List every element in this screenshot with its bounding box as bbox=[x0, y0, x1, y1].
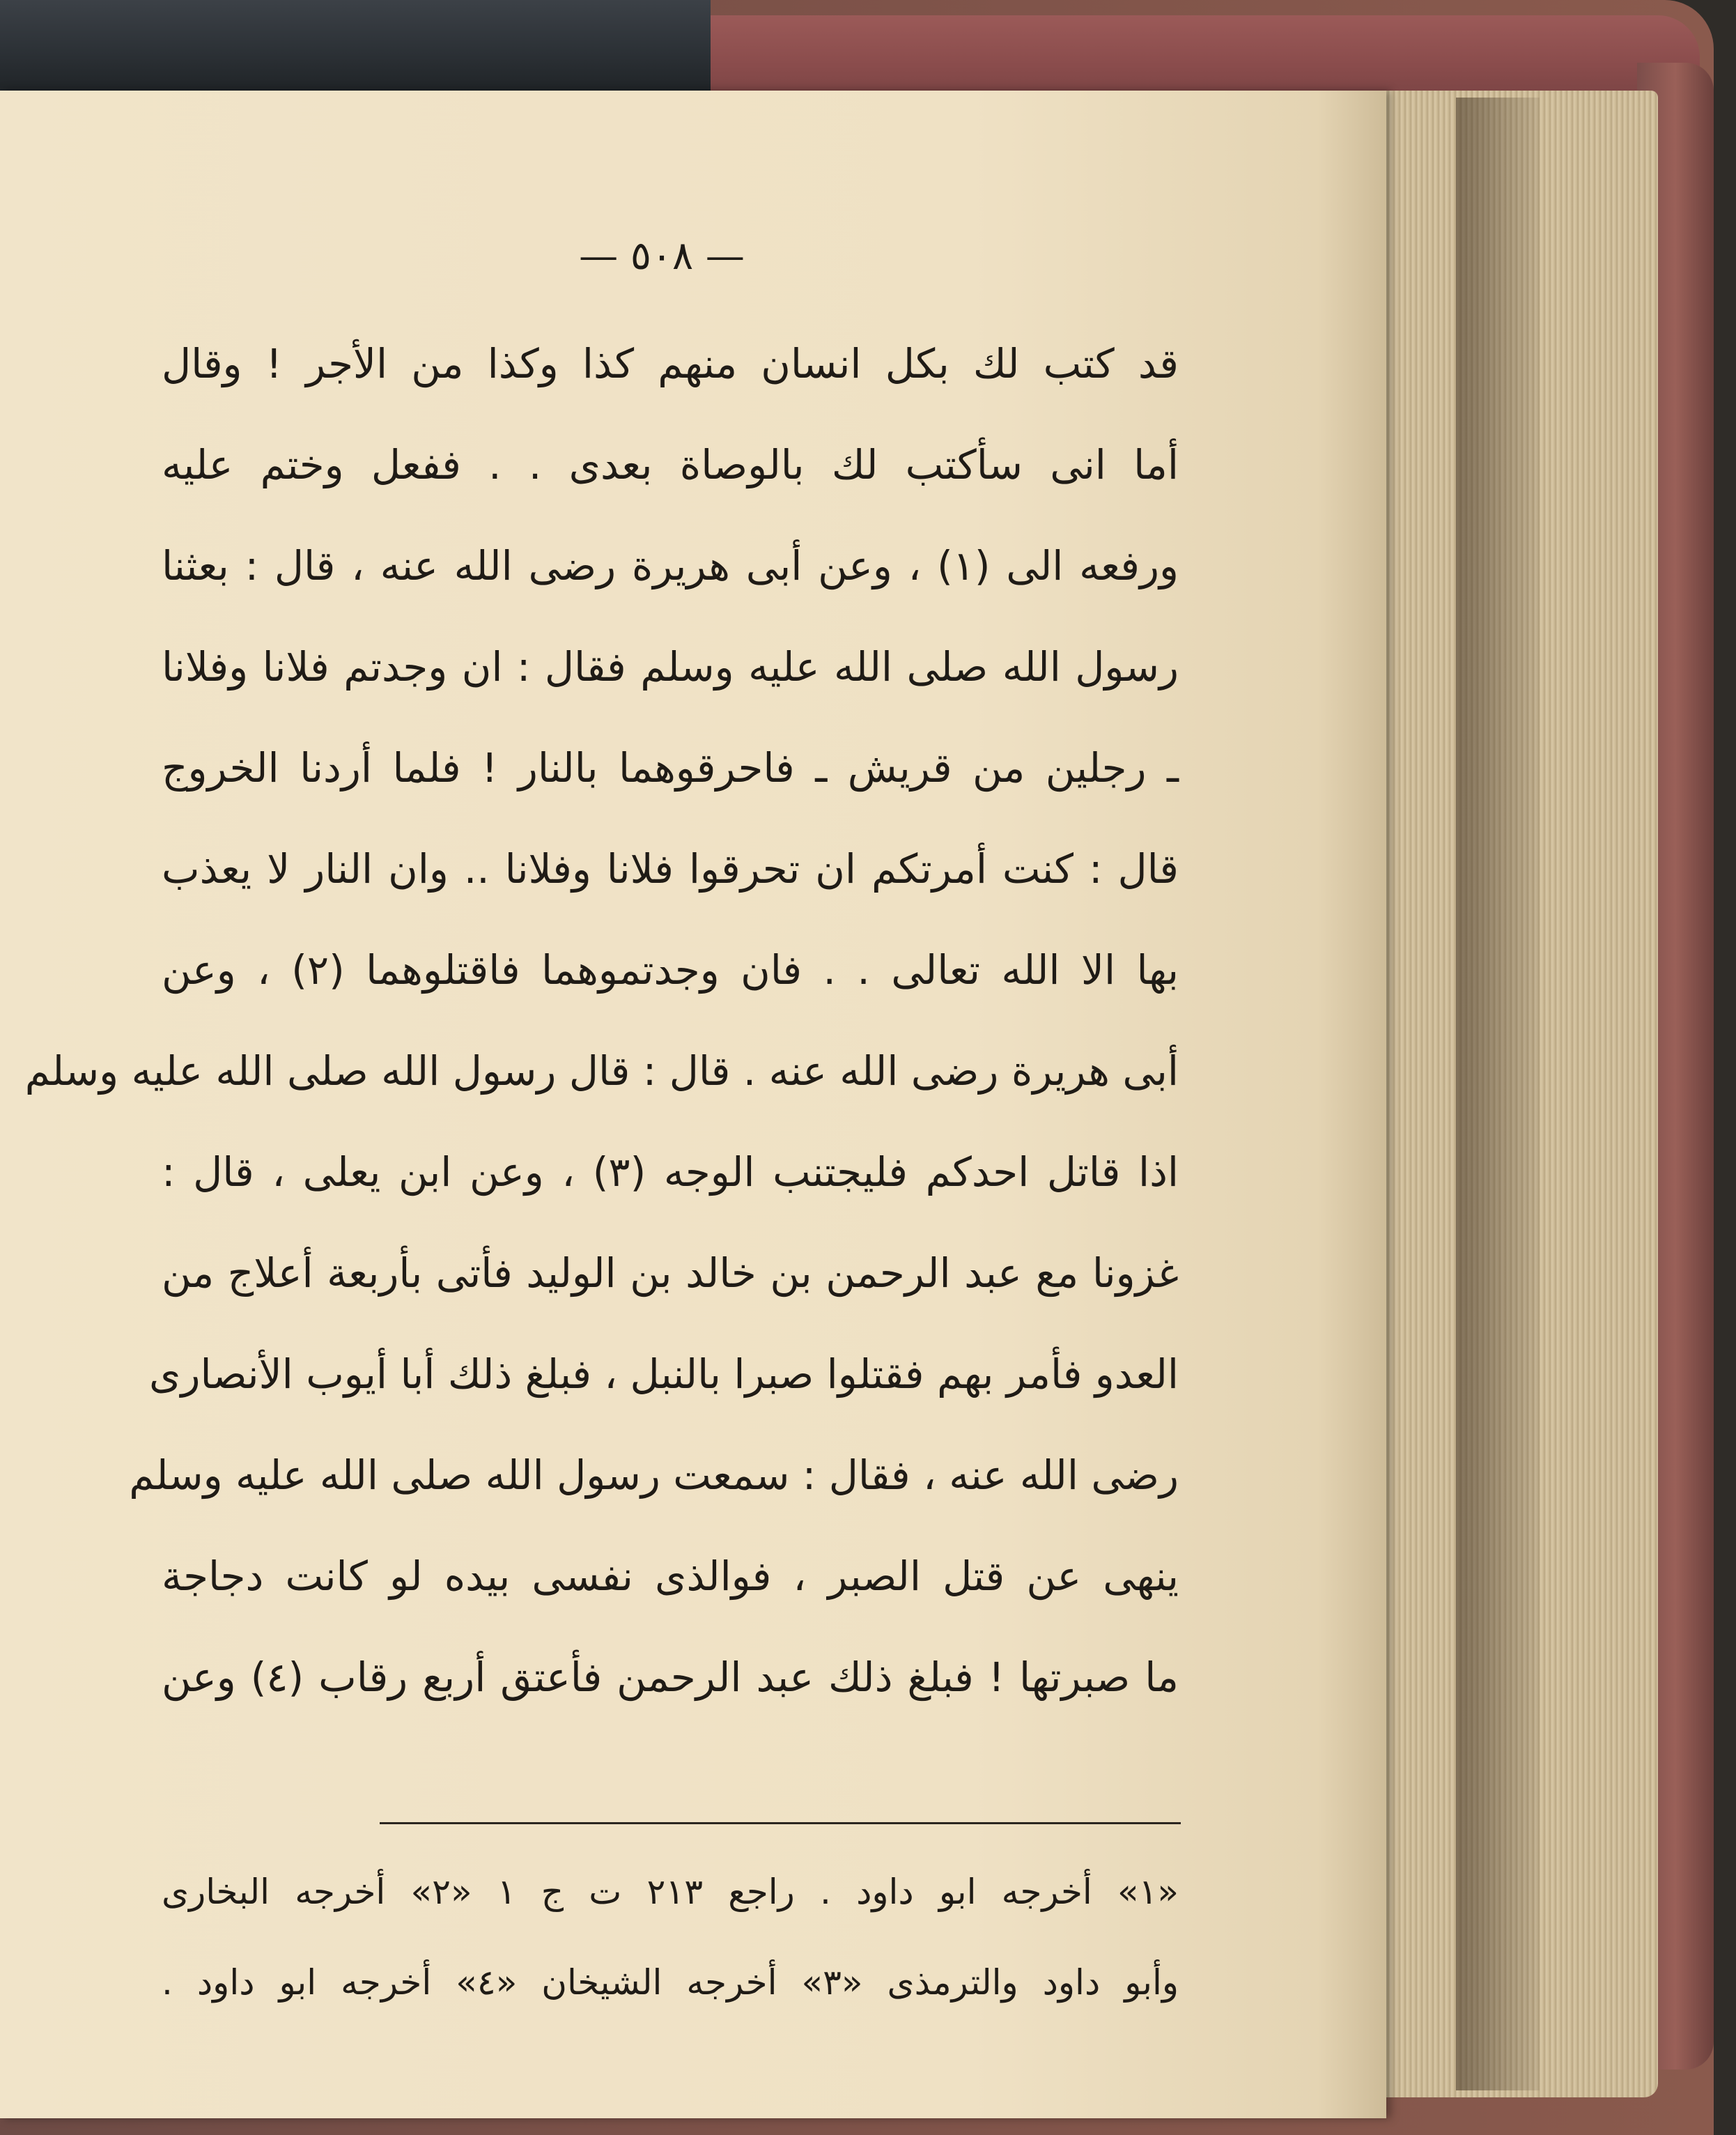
page-edges-shadow bbox=[1456, 98, 1540, 2090]
text-line: أما انى سأكتب لك بالوصاة بعدى . . ففعل وختم عليه bbox=[162, 441, 1179, 488]
spine-cloth bbox=[0, 0, 711, 94]
book-page bbox=[0, 91, 1386, 2118]
text-line: غزونا مع عبد الرحمن بن خالد بن الوليد فأتى بأربعة أعلاج من bbox=[162, 1249, 1179, 1297]
body-text bbox=[24, 314, 1179, 1728]
text-line: ينهى عن قتل الصبر ، فوالذى نفسى بيده لو كانت دجاجة bbox=[162, 1552, 1179, 1600]
text-line: بها الا الله تعالى . . فان وجدتموهما فاقتلوهما (٢) ، وعن bbox=[162, 946, 1179, 994]
text-line: رسول الله صلى الله عليه وسلم فقال : ان وجدتم فلانا وفلانا bbox=[162, 643, 1179, 691]
text-line: قال : كنت أمرتكم ان تحرقوا فلانا وفلانا .. وان النار لا يعذب bbox=[162, 845, 1179, 893]
text-line: ـ رجلين من قريش ـ فاحرقوهما بالنار ! فلما أردنا الخروج bbox=[162, 744, 1179, 792]
text-line: العدو فأمر بهم فقتلوا صبرا بالنبل ، فبلغ ذلك أبا أيوب الأنصارى bbox=[149, 1350, 1179, 1398]
text-line: رضى الله عنه ، فقال : سمعت رسول الله صلى الله عليه وسلم bbox=[129, 1451, 1179, 1499]
cover-top-edge bbox=[697, 15, 1700, 99]
text-line: قد كتب لك بكل انسان منهم كذا وكذا من الأجر ! وقال bbox=[162, 340, 1179, 387]
text-line: ورفعه الى (١) ، وعن أبى هريرة رضى الله عنه ، قال : بعثنا bbox=[162, 542, 1179, 589]
footnotes bbox=[162, 1847, 1179, 2028]
page-number: — ٥٠٨ — bbox=[579, 233, 745, 279]
footnote-line: وأبو داود والترمذى «٣» أخرجه الشيخان «٤» أخرجه ابو داود . bbox=[162, 1962, 1179, 2003]
text-line: أبى هريرة رضى الله عنه . قال : قال رسول الله صلى الله عليه وسلم bbox=[24, 1047, 1179, 1095]
footnote-separator bbox=[380, 1822, 1181, 1824]
text-line: اذا قاتل احدكم فليجتنب الوجه (٣) ، وعن ابن يعلى ، قال : bbox=[162, 1148, 1179, 1196]
footnote-line: «١» أخرجه ابو داود . راجع ٢١٣ ت ج ١ «٢» أخرجه البخارى bbox=[162, 1872, 1179, 1912]
text-line: ما صبرتها ! فبلغ ذلك عبد الرحمن فأعتق أربع رقاب (٤) وعن bbox=[162, 1654, 1179, 1701]
